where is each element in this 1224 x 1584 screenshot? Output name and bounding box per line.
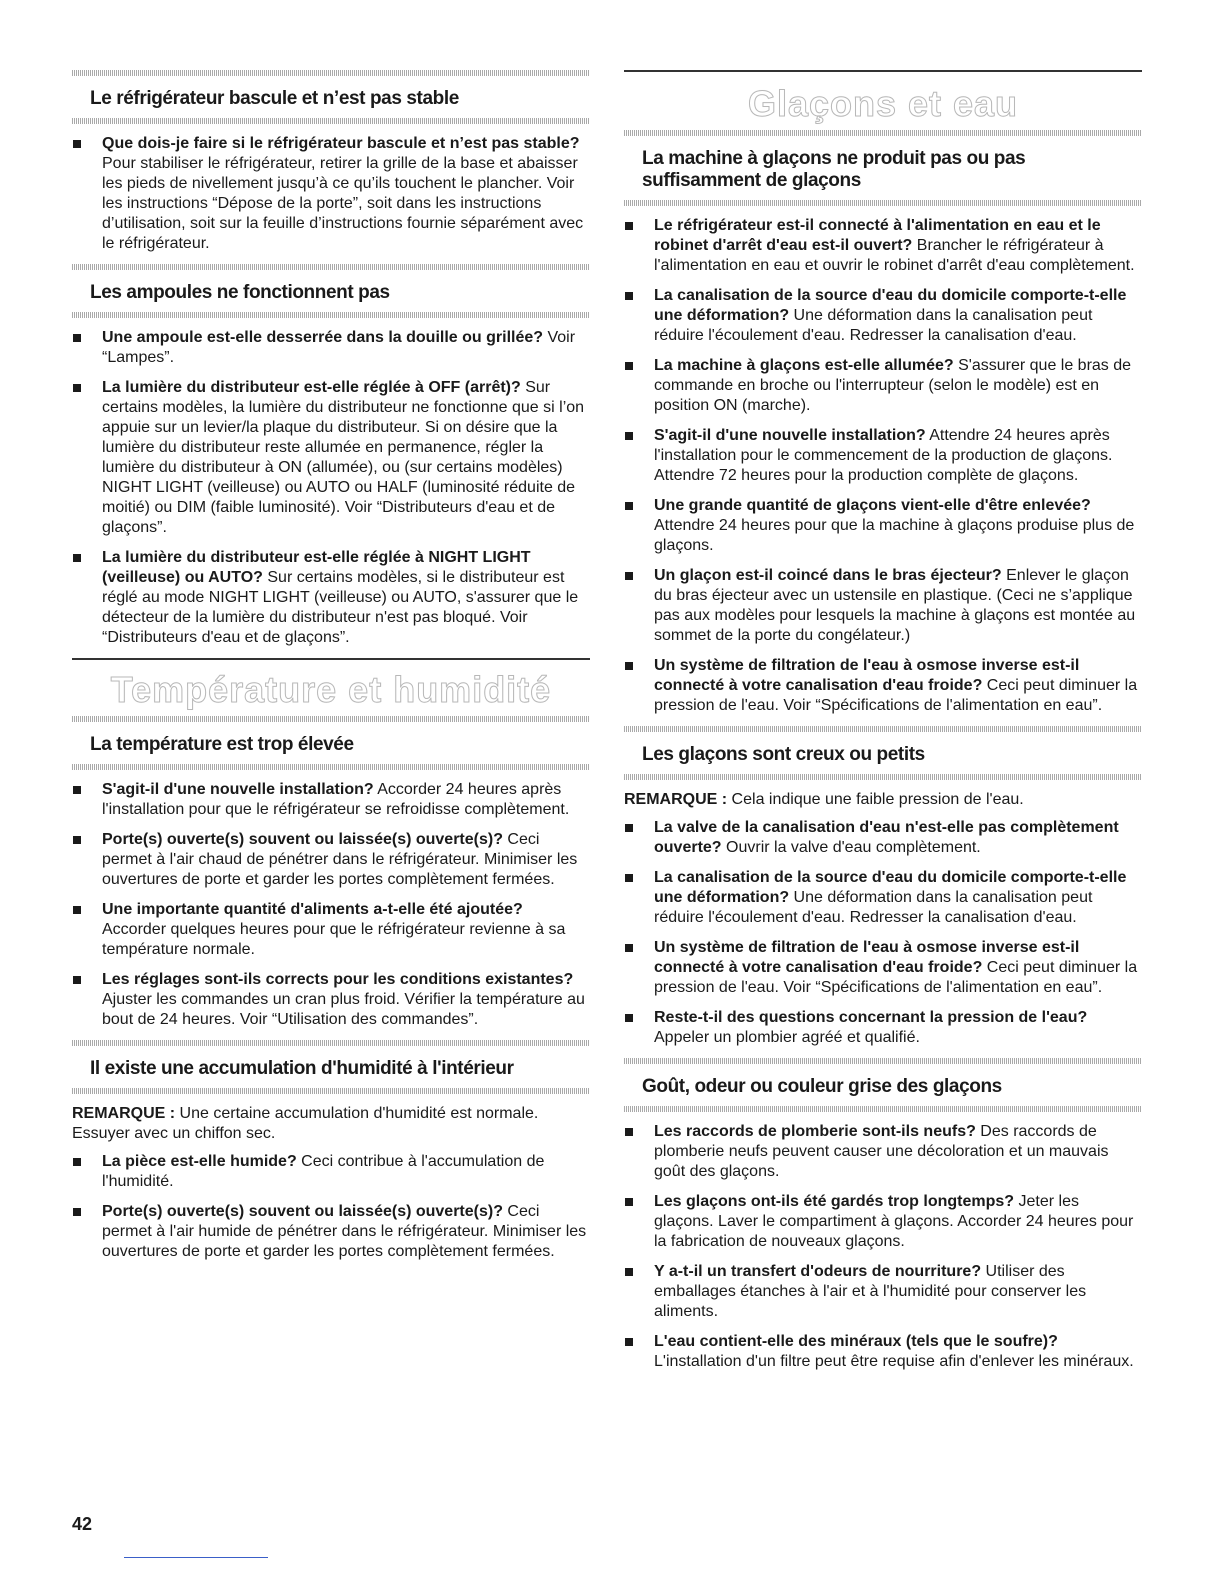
heading-band-top	[72, 70, 590, 76]
list-item: La valve de la canalisation d'eau n'est-elle pas complètement ouverte? Ouvrir la valve d'eau complètement.	[624, 818, 1142, 858]
square-bullet-icon	[73, 554, 81, 562]
category-ice-water	[624, 70, 1142, 130]
heading-band-bottom	[624, 774, 1142, 780]
square-bullet-icon	[73, 1158, 81, 1166]
section-heading: Goût, odeur ou couleur grise des glaçons	[642, 1076, 1002, 1097]
square-bullet-icon	[625, 432, 633, 440]
heading-band-bottom	[624, 200, 1142, 206]
list-item: Porte(s) ouverte(s) souvent ou laissée(s) ouverte(s)? Ceci permet à l'air chaud de pénétrer dans le réfrigérateur. Minimiser les ouvertures de porte et garder les portes complètement fermées.	[72, 830, 590, 890]
page-number: 42	[72, 1514, 93, 1534]
category-title: Glaçons et eau	[747, 83, 1019, 124]
square-bullet-icon	[625, 1014, 633, 1022]
heading-band-bottom	[72, 312, 590, 318]
list-item: La lumière du distributeur est-elle réglée à OFF (arrêt)? Sur certains modèles, la lumière du distributeur ne fonctionne que si l’on appuie sur un levier/la plaque du distributeur. Si on désire que la lumière du distributeur reste allumée en permanence, régler la lumière du distributeur à ON (allumée), ou (sur certains modèles) NIGHT LIGHT (veilleuse) ou AUTO ou HALF (luminosité réduite de moitié) ou DIM (faible luminosité). Voir “Distributeurs d'eau et de glaçons”.	[72, 378, 590, 538]
square-bullet-icon	[73, 786, 81, 794]
list-item: Les raccords de plomberie sont-ils neufs? Des raccords de plomberie neufs peuvent causer une décoloration et un mauvais goût des glaçons.	[624, 1122, 1142, 1182]
list-item: Un système de filtration de l'eau à osmose inverse est-il connecté à votre canalisation d'eau froide? Ceci peut diminuer la pression de l'eau. Voir “Spécifications de l'alimentation en eau”.	[624, 656, 1142, 716]
list-item: L'eau contient-elle des minéraux (tels que le soufre)? L'installation d'un filtre peut être requise afin d'enlever les minéraux.	[624, 1332, 1142, 1372]
heading-band-top	[72, 1040, 590, 1046]
section-bulbs	[72, 264, 590, 648]
category-title: Température et humidité	[110, 669, 552, 710]
list-item: Reste-t-il des questions concernant la pression de l'eau? Appeler un plombier agréé et qualifié.	[624, 1008, 1142, 1048]
square-bullet-icon	[73, 836, 81, 844]
note: REMARQUE : Une certaine accumulation d'humidité est normale. Essuyer avec un chiffon sec.	[72, 1105, 539, 1142]
square-bullet-icon	[73, 140, 81, 148]
heading-band-bottom	[72, 118, 590, 124]
heading-band-top	[72, 264, 590, 270]
list-item: Un système de filtration de l'eau à osmose inverse est-il connecté à votre canalisation d'eau froide? Ceci peut diminuer la pression de l'eau. Voir “Spécifications de l'alimentation en eau”.	[624, 938, 1142, 998]
footer-line	[124, 1557, 268, 1558]
note: REMARQUE : Cela indique une faible pression de l'eau.	[624, 791, 1024, 808]
square-bullet-icon	[625, 874, 633, 882]
square-bullet-icon	[73, 976, 81, 984]
list-item: Une ampoule est-elle desserrée dans la douille ou grillée? Voir “Lampes”.	[72, 328, 590, 368]
square-bullet-icon	[625, 1338, 633, 1346]
list-item: S'agit-il d'une nouvelle installation? Attendre 24 heures après l'installation pour le commencement de la production de glaçons. Attendre 72 heures pour la production complète de glaçons.	[624, 426, 1142, 486]
category-temperature	[72, 658, 590, 716]
list-item: La pièce est-elle humide? Ceci contribue à l'accumulation de l'humidité.	[72, 1152, 590, 1192]
heading-band-top	[72, 716, 590, 722]
square-bullet-icon	[625, 1128, 633, 1136]
list-item: S'agit-il d'une nouvelle installation? Accorder 24 heures après l'installation pour que le réfrigérateur se refroidisse complètement.	[72, 780, 590, 820]
list-item: Le réfrigérateur est-il connecté à l'alimentation en eau et le robinet d'arrêt d'eau est-il ouvert? Brancher le réfrigérateur à l'alimentation en eau et ouvrir le robinet d'arrêt d'eau complètement.	[624, 216, 1142, 276]
list-item: La machine à glaçons est-elle allumée? S'assurer que le bras de commande en broche ou l'interrupteur (selon le modèle) est en position ON (marche).	[624, 356, 1142, 416]
square-bullet-icon	[73, 384, 81, 392]
section-taste-odor	[624, 1058, 1142, 1372]
square-bullet-icon	[625, 1268, 633, 1276]
square-bullet-icon	[625, 572, 633, 580]
square-bullet-icon	[625, 1198, 633, 1206]
section-ice-maker	[624, 130, 1142, 716]
section-heading: La machine à glaçons ne produit pas ou pas suffisamment de glaçons	[642, 148, 1026, 191]
heading-band-top	[624, 726, 1142, 732]
square-bullet-icon	[625, 222, 633, 230]
list-item: Les glaçons ont-ils été gardés trop longtemps? Jeter les glaçons. Laver le compartiment à glaçons. Accorder 24 heures pour la fabrication de nouveaux glaçons.	[624, 1192, 1142, 1252]
heading-band-top	[624, 1058, 1142, 1064]
square-bullet-icon	[625, 292, 633, 300]
list-item: Une grande quantité de glaçons vient-elle d'être enlevée? Attendre 24 heures pour que la machine à glaçons produise plus de glaçons.	[624, 496, 1142, 556]
heading-band-bottom	[72, 764, 590, 770]
heading-band-top	[624, 130, 1142, 136]
list-item: Que dois-je faire si le réfrigérateur bascule et n’est pas stable? Pour stabiliser le réfrigérateur, retirer la grille de la base et abaisser les pieds de nivellement jusqu’à ce qu’ils touchent le plancher. Voir les instructions “Dépose de la porte”, soit dans les instructions d’utilisation, soit sur la feuille d’instructions fournie séparément avec le réfrigérateur.	[72, 134, 590, 254]
list-item: La canalisation de la source d'eau du domicile comporte-t-elle une déformation? Une déformation dans la canalisation peut réduire l'écoulement d'eau. Redresser la canalisation d'eau.	[624, 868, 1142, 928]
square-bullet-icon	[73, 1208, 81, 1216]
section-heading: Il existe une accumulation d'humidité à l'intérieur	[90, 1058, 514, 1079]
list-item: Les réglages sont-ils corrects pour les conditions existantes? Ajuster les commandes un cran plus froid. Vérifier la température au bout de 24 heures. Voir “Utilisation des commandes”.	[72, 970, 590, 1030]
section-heading: Le réfrigérateur bascule et n’est pas stable	[90, 88, 459, 109]
square-bullet-icon	[625, 824, 633, 832]
section-hollow-small	[624, 726, 1142, 1048]
heading-band-bottom	[72, 1088, 590, 1094]
square-bullet-icon	[73, 334, 81, 342]
section-temperature-high	[72, 716, 590, 1030]
heading-band-bottom	[624, 1106, 1142, 1112]
square-bullet-icon	[625, 502, 633, 510]
section-heading: Les glaçons sont creux ou petits	[642, 744, 925, 765]
list-item: La lumière du distributeur est-elle réglée à NIGHT LIGHT (veilleuse) ou AUTO? Sur certains modèles, si le distributeur est réglé au mode NIGHT LIGHT (veilleuse) ou AUTO, s'assurer que le détecteur de la lumière du distributeur n'est pas bloqué. Voir “Distributeurs d'eau et de glaçons”.	[72, 548, 590, 648]
list-item: La canalisation de la source d'eau du domicile comporte-t-elle une déformation? Une déformation dans la canalisation peut réduire l'écoulement d'eau. Redresser la canalisation d'eau.	[624, 286, 1142, 346]
list-item: Un glaçon est-il coincé dans le bras éjecteur? Enlever le glaçon du bras éjecteur avec un ustensile en plastique. (Ceci ne s’applique pas aux modèles pour lesquels la machine à glaçons est montée au sommet de la porte du congélateur.)	[624, 566, 1142, 646]
section-heading: La température est trop élevée	[90, 734, 354, 755]
list-item: Y a-t-il un transfert d'odeurs de nourriture? Utiliser des emballages étanches à l'air et à l'humidité pour conserver les aliments.	[624, 1262, 1142, 1322]
section-humidity	[72, 1040, 590, 1262]
left-column	[72, 70, 590, 1272]
square-bullet-icon	[625, 362, 633, 370]
right-column	[624, 70, 1142, 1382]
square-bullet-icon	[625, 662, 633, 670]
list-item: Porte(s) ouverte(s) souvent ou laissée(s) ouverte(s)? Ceci permet à l'air humide de pénétrer dans le réfrigérateur. Minimiser les ouvertures de porte et garder les portes complètement fermées.	[72, 1202, 590, 1262]
square-bullet-icon	[625, 944, 633, 952]
section-unstable	[72, 70, 590, 254]
section-heading: Les ampoules ne fonctionnent pas	[90, 282, 390, 303]
square-bullet-icon	[73, 906, 81, 914]
list-item: Une importante quantité d'aliments a-t-elle été ajoutée? Accorder quelques heures pour que le réfrigérateur revienne à sa température normale.	[72, 900, 590, 960]
